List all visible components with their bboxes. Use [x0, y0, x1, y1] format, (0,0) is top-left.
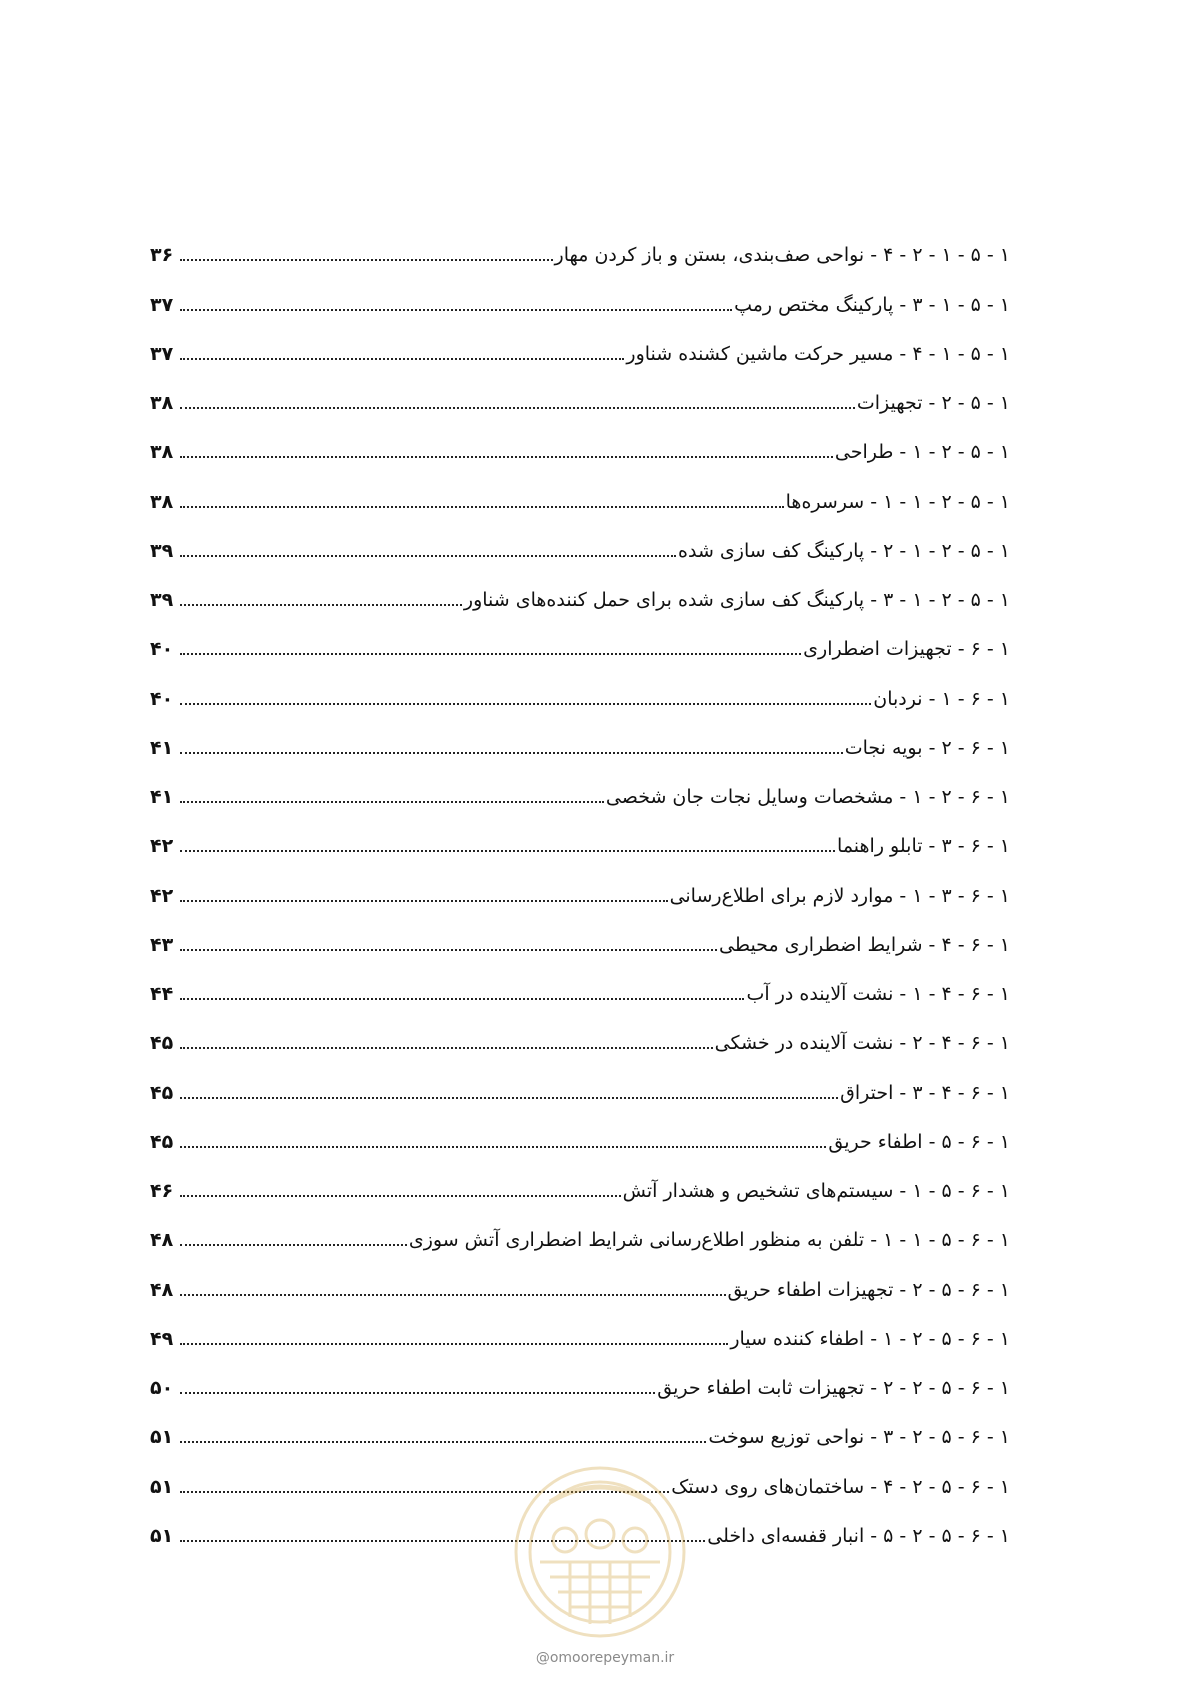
- toc-entry[interactable]: [150, 220, 1010, 269]
- toc-entry-page-number: ۳۷: [150, 293, 174, 316]
- toc-entry[interactable]: [150, 762, 1010, 811]
- toc-leader-dots: [180, 1294, 726, 1296]
- toc-entry[interactable]: [150, 811, 1010, 860]
- toc-entry-page-number: ۴۳: [150, 933, 174, 956]
- seal-watermark-icon: [510, 1462, 690, 1642]
- toc-entry-page-number: ۳۷: [150, 342, 174, 365]
- toc-leader-dots: [180, 1097, 838, 1099]
- toc-leader-dots: [180, 949, 717, 951]
- toc-entry-title: ۱ - ۵ - ۲ - ۱ - ۳ - پارکینگ کف سازی شده برای حمل کننده‌های شناور: [463, 589, 1010, 611]
- toc-leader-dots: [180, 456, 833, 458]
- toc-entry[interactable]: [150, 1304, 1010, 1353]
- toc-entry-title: ۱ - ۶ - ۵ - ۱ - ۱ - تلفن به منظور اطلاع‌رسانی شرایط اضطراری آتش سوزی: [408, 1229, 1010, 1252]
- toc-entry-page-number: ۳۶: [150, 244, 174, 267]
- toc-leader-dots: [180, 1244, 407, 1246]
- toc-entry-page-number: ۴۰: [150, 638, 174, 661]
- toc-entry[interactable]: [150, 319, 1010, 368]
- toc-entry-title: ۱ - ۶ - ۵ - ۱ - سیستم‌های تشخیص و هشدار آتش: [622, 1180, 1010, 1202]
- toc-entry-title: ۱ - ۶ - ۴ - ۲ - نشت آلاینده در خشکی: [714, 1032, 1010, 1055]
- website-watermark: @omoorepeyman.ir: [535, 1650, 675, 1666]
- toc-entry-title: ۱ - ۶ - ۵ - ۲ - ۱ - اطفاء کننده سیار: [730, 1327, 1010, 1350]
- toc-entry-page-number: ۴۵: [150, 1130, 174, 1153]
- toc-entry-title: ۱ - ۶ - تجهیزات اضطراری: [803, 638, 1010, 661]
- toc-entry-page-number: ۳۹: [150, 539, 174, 562]
- toc-leader-dots: [180, 703, 871, 705]
- toc-entry-title: ۱ - ۶ - ۲ - بویه نجات: [844, 736, 1010, 759]
- toc-leader-dots: [180, 900, 668, 902]
- toc-entry[interactable]: [150, 417, 1010, 466]
- toc-entry-page-number: ۴۱: [150, 736, 174, 759]
- toc-entry[interactable]: [150, 1107, 1010, 1156]
- toc-entry-title: ۱ - ۶ - ۴ - ۱ - نشت آلاینده در آب: [746, 983, 1010, 1005]
- toc-entry-page-number: ۴۵: [150, 1081, 174, 1104]
- toc-entry-page-number: ۳۸: [150, 441, 174, 464]
- toc-entry-page-number: ۵۱: [150, 1475, 174, 1498]
- table-of-contents: [150, 220, 1010, 1550]
- toc-leader-dots: [180, 1343, 728, 1345]
- toc-entry[interactable]: [150, 269, 1010, 318]
- toc-leader-dots: [180, 1392, 655, 1394]
- toc-entry-page-number: ۵۱: [150, 1524, 174, 1547]
- toc-leader-dots: [180, 801, 604, 803]
- toc-entry-page-number: ۴۲: [150, 835, 174, 858]
- toc-entry-title: ۱ - ۶ - ۱ - نردبان: [873, 687, 1010, 710]
- toc-entry-title: ۱ - ۶ - ۲ - ۱ - مشخصات وسایل نجات جان شخصی: [605, 786, 1010, 808]
- toc-leader-dots: [180, 358, 624, 360]
- toc-entry-page-number: ۴۰: [150, 687, 174, 710]
- toc-entry-title: ۱ - ۶ - ۵ - ۲ - ۵ - انبار قفسه‌ای داخلی: [707, 1524, 1010, 1547]
- toc-entry-page-number: ۴۱: [150, 786, 174, 808]
- toc-entry-title: ۱ - ۵ - ۲ - ۱ - ۲ - پارکینگ کف سازی شده: [678, 539, 1010, 562]
- toc-entry-title: ۱ - ۵ - ۱ - ۳ - پارکینگ مختص رمپ: [734, 293, 1010, 316]
- toc-leader-dots: [180, 752, 843, 754]
- toc-entry-title: ۱ - ۵ - ۱ - ۴ - مسیر حرکت ماشین کشنده شناور: [626, 342, 1010, 365]
- toc-entry[interactable]: [150, 663, 1010, 712]
- toc-entry-page-number: ۵۱: [150, 1426, 174, 1449]
- toc-entry-page-number: ۴۶: [150, 1180, 174, 1202]
- toc-entry-title: ۱ - ۶ - ۵ - ۲ - تجهیزات اطفاء حریق: [727, 1278, 1010, 1301]
- toc-entry-page-number: ۵۰: [150, 1377, 174, 1399]
- toc-entry[interactable]: [150, 1402, 1010, 1451]
- toc-entry-title: ۱ - ۶ - ۴ - شرایط اضطراری محیطی: [719, 933, 1010, 956]
- toc-entry-title: ۱ - ۶ - ۵ - ۲ - ۲ - تجهیزات ثابت اطفاء حریق: [657, 1377, 1010, 1399]
- toc-leader-dots: [180, 506, 784, 508]
- toc-leader-dots: [180, 407, 855, 409]
- toc-entry[interactable]: [150, 959, 1010, 1008]
- toc-entry[interactable]: [150, 860, 1010, 909]
- toc-entry[interactable]: [150, 1254, 1010, 1303]
- toc-entry-title: ۱ - ۶ - ۵ - اطفاء حریق: [828, 1130, 1010, 1153]
- toc-entry-page-number: ۳۸: [150, 392, 174, 414]
- toc-entry[interactable]: [150, 565, 1010, 614]
- toc-entry-title: ۱ - ۵ - ۱ - ۲ - ۴ - نواحی صف‌بندی، بستن و باز کردن مهار: [554, 244, 1010, 267]
- toc-entry-title: ۱ - ۵ - ۲ - ۱ - ۱ - سرسره‌ها: [785, 490, 1010, 513]
- toc-leader-dots: [180, 850, 835, 852]
- toc-leader-dots: [180, 309, 732, 311]
- toc-entry-page-number: ۴۵: [150, 1032, 174, 1055]
- toc-leader-dots: [180, 653, 801, 655]
- toc-entry[interactable]: [150, 1353, 1010, 1402]
- toc-entry[interactable]: [150, 713, 1010, 762]
- toc-entry-title: ۱ - ۵ - ۲ - ۱ - طراحی: [834, 441, 1010, 464]
- toc-leader-dots: [180, 259, 553, 261]
- toc-entry[interactable]: [150, 466, 1010, 515]
- toc-entry[interactable]: [150, 516, 1010, 565]
- toc-entry[interactable]: [150, 1156, 1010, 1205]
- toc-entry-page-number: ۴۲: [150, 884, 174, 907]
- toc-entry-title: ۱ - ۶ - ۴ - ۳ - احتراق: [840, 1081, 1010, 1104]
- toc-entry-page-number: ۴۸: [150, 1278, 174, 1301]
- toc-entry[interactable]: [150, 1205, 1010, 1254]
- toc-entry[interactable]: [150, 368, 1010, 417]
- toc-entry-page-number: ۴۴: [150, 983, 174, 1005]
- toc-entry-title: ۱ - ۶ - ۵ - ۲ - ۴ - ساختمان‌های روی دستک: [671, 1475, 1010, 1498]
- toc-leader-dots: [180, 555, 676, 557]
- toc-entry[interactable]: [150, 1008, 1010, 1057]
- toc-entry-title: ۱ - ۵ - ۲ - تجهیزات: [856, 392, 1010, 414]
- toc-entry[interactable]: [150, 910, 1010, 959]
- toc-entry-page-number: ۳۹: [150, 589, 174, 611]
- toc-leader-dots: [180, 1441, 706, 1443]
- toc-entry-page-number: ۴۹: [150, 1327, 174, 1350]
- toc-entry-page-number: ۴۸: [150, 1229, 174, 1252]
- toc-leader-dots: [180, 998, 744, 1000]
- toc-entry-page-number: ۳۸: [150, 490, 174, 513]
- toc-leader-dots: [180, 604, 462, 606]
- toc-entry[interactable]: [150, 1057, 1010, 1106]
- toc-leader-dots: [180, 1146, 826, 1148]
- toc-entry-title: ۱ - ۶ - ۵ - ۲ - ۳ - نواحی توزیع سوخت: [708, 1426, 1010, 1449]
- toc-entry-title: ۱ - ۶ - ۳ - ۱ - موارد لازم برای اطلاع‌رسانی: [669, 884, 1010, 907]
- toc-leader-dots: [180, 1195, 621, 1197]
- toc-leader-dots: [180, 1047, 713, 1049]
- toc-entry-title: ۱ - ۶ - ۳ - تابلو راهنما: [837, 835, 1010, 858]
- toc-entry[interactable]: [150, 614, 1010, 663]
